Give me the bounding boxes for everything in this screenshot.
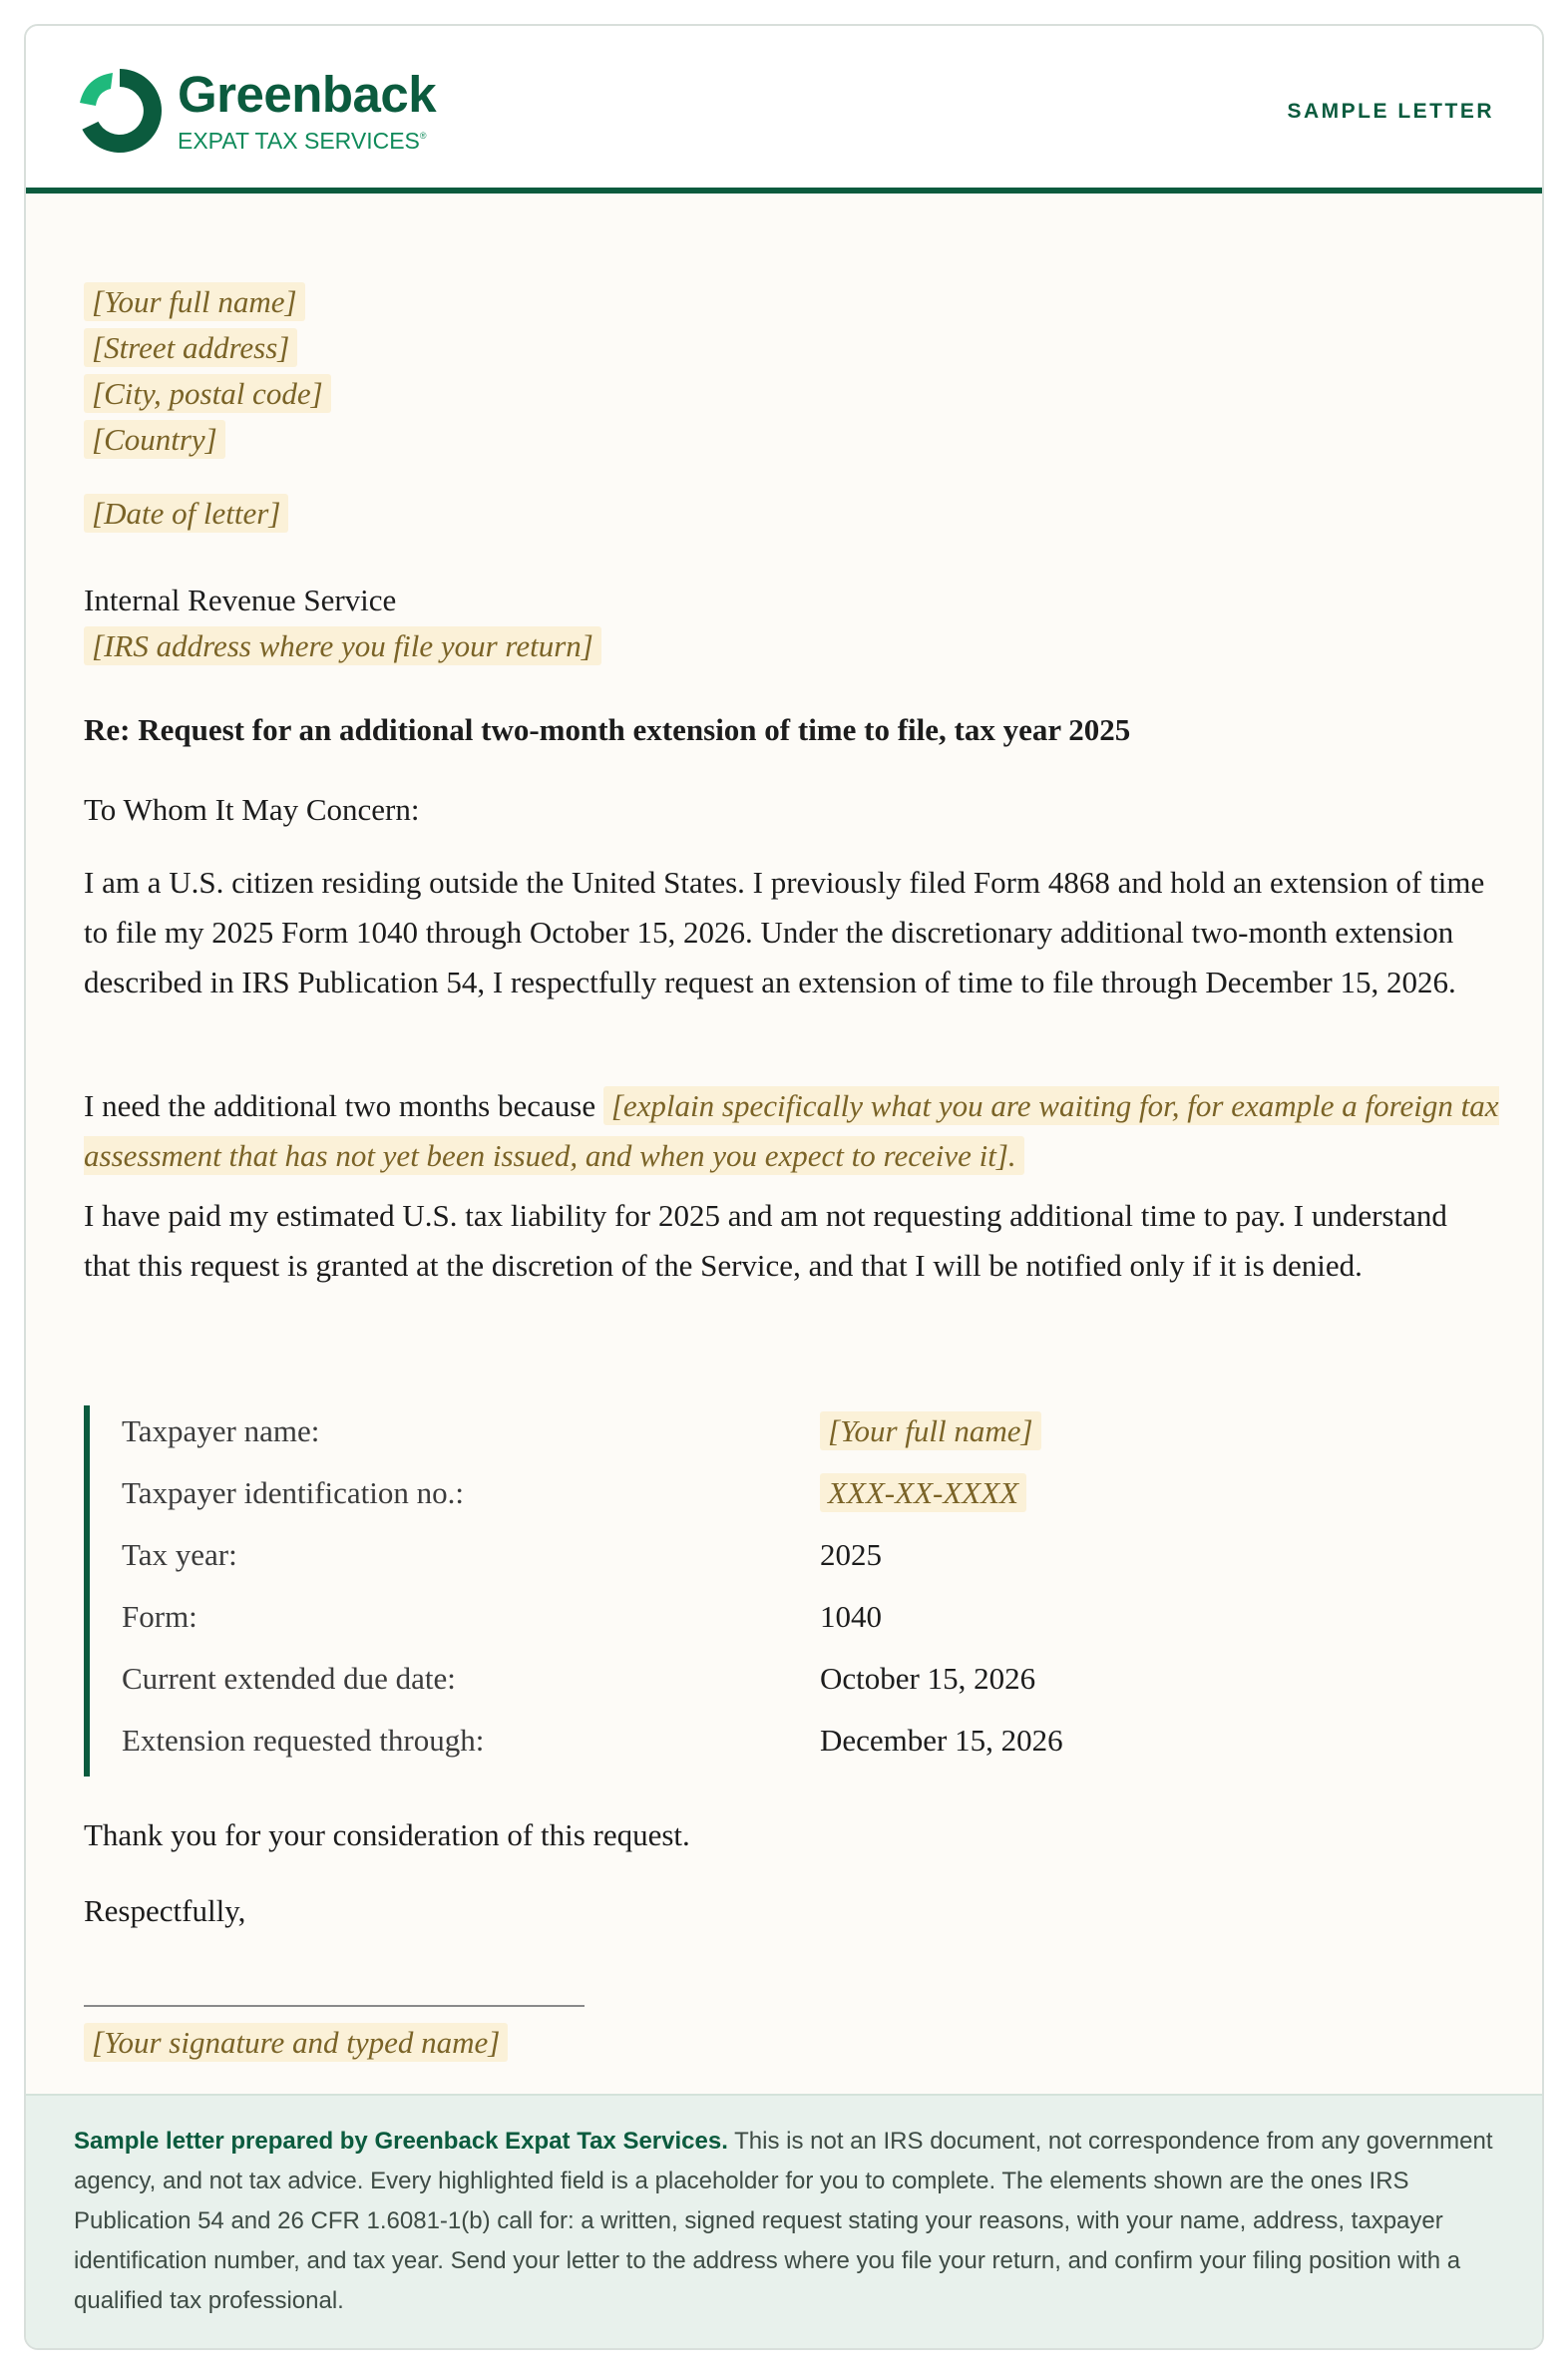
sender-city-placeholder: [City, postal code] [84,374,331,413]
paragraph-request: I am a U.S. citizen residing outside the United States. I previously filed Form 4868 and hold an extension of time to file my 2025 Form 1040 through October 15, 2026. Under the discretionary additional two-month extension described in IRS Publication 54, I respectfully request an extension of time to file through December 15, 2026. [84,865,1485,999]
date-placeholder: [Date of letter] [84,494,288,533]
fact-value: October 15, 2026 [820,1661,1036,1696]
closing: Respectfully, [84,1893,246,1928]
fact-row [122,1653,1460,1715]
fact-value: 2025 [820,1537,882,1572]
sender-address [84,279,331,463]
fact-label: Current extended due date: [122,1661,456,1696]
paragraph-reason [84,1081,1500,1181]
fact-label: Extension requested through: [122,1723,485,1758]
fact-value: 1040 [820,1599,882,1634]
fact-row [122,1405,1460,1467]
taxpayer-name-placeholder: [Your full name] [820,1411,1041,1450]
fact-label: Taxpayer name: [122,1413,320,1448]
fact-row [122,1529,1460,1591]
reason-lead: I need the additional two months because [84,1088,596,1123]
sender-street-placeholder: [Street address] [84,328,297,367]
brand-tagline: EXPAT TAX SERVICES® [178,127,427,154]
brand-logo [74,65,436,157]
fact-row [122,1467,1460,1529]
taxpayer-facts [84,1405,1460,1777]
sender-country-placeholder: [Country] [84,420,225,459]
disclaimer-bold: Sample letter prepared by Greenback Expat Tax Services. [74,2128,728,2155]
fact-value: December 15, 2026 [820,1723,1063,1758]
greenback-logo-icon [74,65,166,157]
fact-label: Form: [122,1599,197,1634]
letter-card [24,24,1544,2350]
reason-placeholder: [explain specifically what you are waiting for, for example a foreign tax assessment that has not yet been issued, and when you expect to receive it]. [84,1088,1499,1173]
signature-line [84,2005,585,2007]
fact-row [122,1591,1460,1653]
disclaimer-text: This is not an IRS document, not correspondence from any government agency, and not tax advice. Every highlighted field is a placeholder for you to complete. The elements shown are the ones IRS Publication 54 and 26 CFR 1.6081-1(b) call for: a written, signed request stating your reasons, with your name, address, taxpayer identification number, and tax year. Send your letter to the address where you file your return, and confirm your filing position with a qualified tax professional. [74,2128,1493,2314]
salutation: To Whom It May Concern: [84,792,420,827]
sender-name-placeholder: [Your full name] [84,282,305,321]
disclaimer-footer [26,2094,1542,2348]
registered-mark: ® [419,130,427,141]
subject-line: Re: Request for an additional two-month extension of time to file, tax year 2025 [84,712,1131,747]
paragraph-payment: I have paid my estimated U.S. tax liability for 2025 and am not requesting additional time to pay. I understand that this request is granted at the discretion of the Service, and that I will be notified only if it is denied. [84,1198,1447,1283]
tin-placeholder: XXX-XX-XXXX [820,1473,1026,1512]
recipient-address-placeholder: [IRS address where you file your return] [84,626,601,665]
fact-label: Taxpayer identification no.: [122,1475,465,1510]
fact-label: Tax year: [122,1537,237,1572]
signature-placeholder: [Your signature and typed name] [84,2023,508,2062]
brand-name: Greenback [178,65,437,123]
sample-letter-tag: SAMPLE LETTER [1287,100,1494,123]
closing-thanks: Thank you for your consideration of this request. [84,1817,690,1852]
fact-row [122,1715,1460,1777]
recipient-name: Internal Revenue Service [84,583,397,617]
letter-header [26,26,1542,194]
